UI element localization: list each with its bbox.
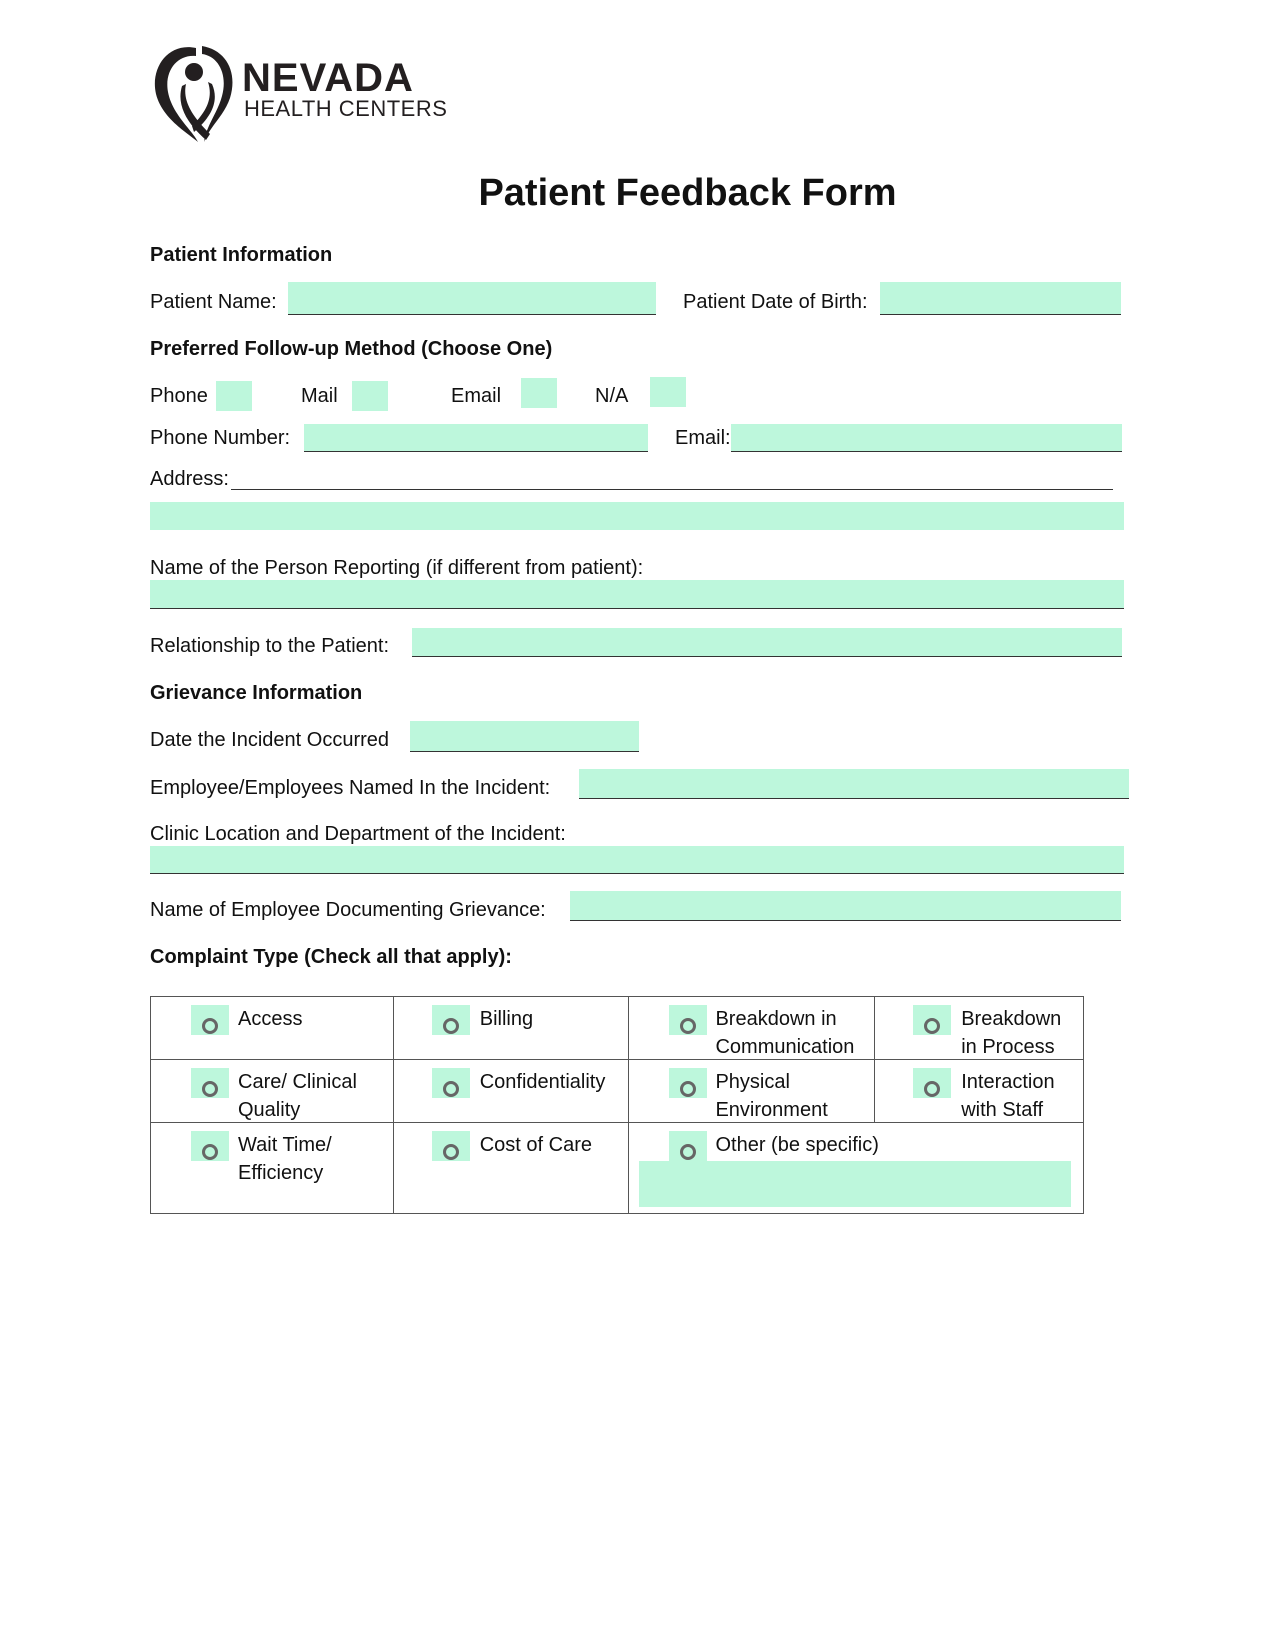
logo-text-nevada: NEVADA [242,56,414,100]
complaint-option-label: Billing [479,1008,534,1030]
radio-icon [443,1081,459,1097]
followup-phone-checkbox[interactable] [216,381,252,411]
complaint-cell [629,1060,875,1123]
complaint-breakdown-communication-option[interactable] [669,1005,707,1035]
complaint-billing-option[interactable] [432,1005,470,1035]
complaint-other-option[interactable] [669,1131,707,1161]
radio-icon [680,1018,696,1034]
complaint-care-quality-option[interactable] [191,1068,229,1098]
page-title: Patient Feedback Form [478,172,897,214]
complaint-cell [629,997,875,1060]
address-underline [231,489,1113,490]
patient-dob-field[interactable] [880,282,1121,315]
patient-dob-label: Patient Date of Birth: [683,291,868,313]
radio-icon [443,1144,459,1160]
nevada-health-centers-logo-icon [148,42,240,148]
complaint-type-table [150,996,1084,1214]
address-label: Address: [150,468,229,490]
followup-option-na-label: N/A [595,385,629,407]
complaint-option-label: Breakdown in Communication [715,1008,855,1058]
documenting-employee-label: Name of Employee Documenting Grievance: [150,899,546,921]
followup-option-mail-label: Mail [301,385,338,407]
complaint-cell [875,997,1084,1060]
followup-email-checkbox[interactable] [521,378,557,408]
followup-na-checkbox[interactable] [650,377,686,407]
radio-icon [680,1144,696,1160]
complaint-cell [151,1123,394,1214]
complaint-access-option[interactable] [191,1005,229,1035]
complaint-interaction-staff-option[interactable] [913,1068,951,1098]
employees-named-field[interactable] [579,769,1129,799]
complaint-option-label: Care/ Clinical Quality [238,1071,357,1121]
complaint-option-label: Breakdown in Process [961,1008,1062,1058]
documenting-employee-field[interactable] [570,891,1121,921]
complaint-cell [151,1060,394,1123]
email-field[interactable] [731,424,1122,452]
relationship-label: Relationship to the Patient: [150,635,390,657]
radio-icon [202,1081,218,1097]
section-heading-grievance-information: Grievance Information [150,682,363,704]
complaint-other-field[interactable] [639,1161,1071,1207]
complaint-physical-environment-option[interactable] [669,1068,707,1098]
phone-number-field[interactable] [304,424,648,452]
complaint-cell-other [629,1123,1084,1214]
phone-number-label: Phone Number: [150,427,291,449]
followup-mail-checkbox[interactable] [352,381,388,411]
radio-icon [680,1081,696,1097]
employees-named-label: Employee/Employees Named In the Incident: [150,777,551,799]
complaint-option-label: Interaction with Staff [961,1071,1055,1121]
relationship-field[interactable] [412,628,1122,657]
complaint-cell [151,997,394,1060]
reporter-name-label: Name of the Person Reporting (if different from patient): [150,557,644,579]
radio-icon [443,1018,459,1034]
patient-name-field[interactable] [288,282,656,315]
address-field[interactable] [150,502,1124,530]
logo-text-health-centers: HEALTH CENTERS [244,96,448,121]
followup-option-phone-label: Phone [150,385,208,407]
section-heading-patient-information: Patient Information [150,244,333,266]
complaint-option-label: Confidentiality [479,1071,606,1093]
complaint-cell [393,1060,629,1123]
section-heading-followup-method: Preferred Follow-up Method (Choose One) [150,338,553,360]
complaint-breakdown-process-option[interactable] [913,1005,951,1035]
incident-date-field[interactable] [410,721,639,752]
radio-icon [924,1018,940,1034]
section-heading-complaint-type: Complaint Type (Check all that apply): [150,946,512,968]
patient-name-label: Patient Name: [150,291,277,313]
clinic-location-field[interactable] [150,846,1124,874]
complaint-option-label: Physical Environment [715,1071,828,1121]
email-label: Email: [675,427,731,449]
complaint-cell [875,1060,1084,1123]
incident-date-label: Date the Incident Occurred [150,729,390,751]
complaint-cell [393,997,629,1060]
radio-icon [202,1144,218,1160]
radio-icon [924,1081,940,1097]
reporter-name-field[interactable] [150,580,1124,609]
radio-icon [202,1018,218,1034]
followup-option-email-label: Email [451,385,502,407]
complaint-wait-time-option[interactable] [191,1131,229,1161]
complaint-option-label: Access [238,1008,303,1030]
complaint-option-label: Wait Time/ Efficiency [238,1134,332,1184]
complaint-option-label: Cost of Care [479,1134,592,1156]
complaint-confidentiality-option[interactable] [432,1068,470,1098]
clinic-location-label: Clinic Location and Department of the Incident: [150,823,566,845]
complaint-cost-of-care-option[interactable] [432,1131,470,1161]
complaint-option-label: Other (be specific) [715,1134,879,1156]
complaint-cell [393,1123,629,1214]
